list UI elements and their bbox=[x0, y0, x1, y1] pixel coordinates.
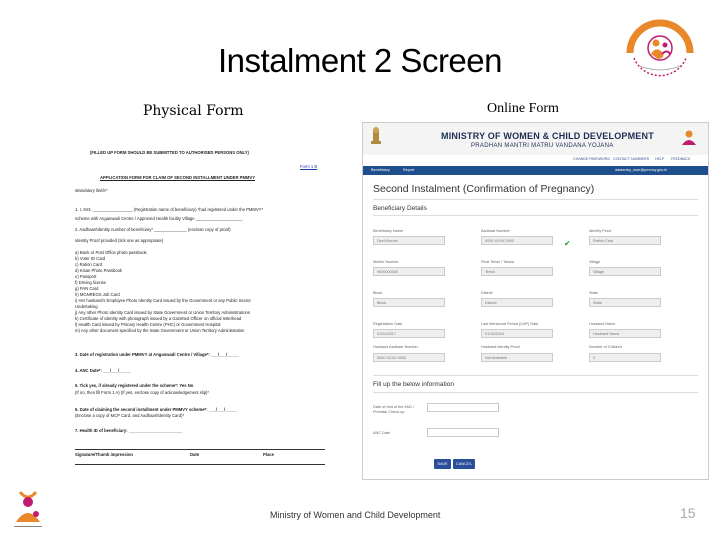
ministry-title: MINISTRY OF WOMEN & CHILD DEVELOPMENT bbox=[441, 131, 654, 141]
form-line: scheme with Anganwadi Centre / Approved Health facility Village ____________________ bbox=[75, 216, 243, 221]
form-notice: (FILLED UP FORM SHOULD BE SUBMITTED TO AUTHORISED PERSONS ONLY) bbox=[90, 150, 249, 155]
form-line: Undertaking bbox=[75, 304, 98, 309]
form-line: 3. Date of registration under PMMVY at Anganwadi Centre / Village*: ___/___/_____ bbox=[75, 352, 239, 357]
divider bbox=[373, 392, 698, 393]
form-line: h) MGNREGS Job Card bbox=[75, 292, 120, 297]
form-line: m) Any other document specified by the State Government or Union Territory Administration bbox=[75, 328, 245, 333]
link-help[interactable]: HELP bbox=[655, 157, 665, 161]
bottom-line bbox=[75, 464, 325, 465]
date-label: Date bbox=[190, 452, 200, 457]
lmp-date-field: 01/12/2016 bbox=[481, 329, 553, 338]
form-line: j) Any other Photo Identity Card issued by State Government or Union Territory Administrations bbox=[75, 310, 250, 315]
scheme-title: PRADHAN MANTRI MATRU VANDANA YOJANA bbox=[471, 143, 614, 149]
field-label: Mobile Number bbox=[373, 260, 399, 264]
user-email[interactable]: dataentry_user@pmmvy.gov.in bbox=[615, 168, 668, 172]
place-label: Place bbox=[263, 452, 274, 457]
anc-visit-label: Date of visit of the ANC / Prenatal Check-up bbox=[373, 405, 415, 414]
divider bbox=[373, 215, 698, 216]
district-field: District bbox=[481, 298, 553, 307]
check-icon: ✔ bbox=[564, 239, 571, 248]
form-line: d) Kisan Photo Passbook bbox=[75, 268, 123, 273]
emblem-icon bbox=[368, 126, 384, 150]
online-form-label: Online Form bbox=[487, 101, 559, 116]
field-label: Beneficiary Name bbox=[373, 229, 403, 233]
form-line: f) Driving license bbox=[75, 280, 106, 285]
form-line: 4. ANC Date*: ___/___/_____ bbox=[75, 368, 131, 373]
form-number: Form 1 B bbox=[300, 164, 318, 169]
physical-form-label: Physical Form bbox=[143, 103, 244, 119]
form-line: 5. Tick yes, if already registered under the scheme*: Yes No bbox=[75, 383, 194, 388]
mobile-field: 9000000000 bbox=[373, 267, 445, 276]
state-field: State bbox=[589, 298, 661, 307]
online-form-screenshot bbox=[362, 122, 709, 480]
block-field: Block bbox=[373, 298, 445, 307]
field-label: Husband Name bbox=[589, 322, 616, 326]
field-label: Number of Children bbox=[589, 345, 622, 349]
field-label: Aadhaar Number bbox=[481, 229, 510, 233]
form-line: b) Voter ID Card bbox=[75, 256, 106, 261]
anc-visit-input[interactable] bbox=[427, 403, 499, 412]
top-links bbox=[363, 155, 708, 165]
page-title: Second Instalment (Confirmation of Pregnancy) bbox=[373, 183, 595, 195]
link-contact-numbers[interactable]: CONTACT NUMBERS bbox=[613, 157, 650, 161]
section-beneficiary-details: Beneficiary Details bbox=[373, 205, 427, 212]
divider bbox=[373, 375, 698, 376]
section-fill-info: Fill up the below information bbox=[373, 381, 454, 388]
tehsil-field: Tehsil bbox=[481, 267, 553, 276]
husband-name-field: Husband Name bbox=[589, 329, 661, 338]
field-label: Husband Aadhaar Number bbox=[373, 345, 418, 349]
children-count-field: 0 bbox=[589, 353, 661, 362]
form-line: a) Bank or Post Office photo passbook bbox=[75, 250, 147, 255]
form-line: i) Her husband's Employee Photo Identity Card issued by the Government or any Public Sector bbox=[75, 298, 251, 303]
aadhaar-field: 0000 XXXX 0000 bbox=[481, 236, 553, 245]
page-number: 15 bbox=[680, 505, 696, 521]
footer-text: Ministry of Women and Child Development bbox=[270, 510, 441, 520]
husband-id-proof-field: Not Available bbox=[481, 353, 553, 362]
form-line: 7. Health ID of beneficiary: _______________________ bbox=[75, 428, 183, 433]
form-line: c) Ration Card bbox=[75, 262, 102, 267]
field-label: Husband Identity Proof bbox=[481, 345, 520, 349]
ministry-logo-icon bbox=[8, 488, 48, 532]
beneficiary-name-field: Devi Kumari bbox=[373, 236, 445, 245]
physical-form-image bbox=[75, 145, 330, 480]
field-label: Identity Proof bbox=[589, 229, 612, 233]
form-line: g) PAN Card bbox=[75, 286, 99, 291]
identity-proof-field: Ration Card bbox=[589, 236, 661, 245]
form-line: 2. Aadhaar/Identity number of beneficiary* ______________ (enclose copy of proof) bbox=[75, 227, 231, 232]
field-label: Final Tehsil / Taluka bbox=[481, 260, 514, 264]
anc-date-input[interactable] bbox=[427, 428, 499, 437]
form-line: Identity Proof provided (tick one as appropriate) bbox=[75, 238, 164, 243]
form-line: l) Health Card issued by Primary Health Centre (PHC) or Government Hospital bbox=[75, 322, 221, 327]
mandatory-note: Mandatory fields* bbox=[75, 188, 108, 193]
link-change-password[interactable]: CHANGE PASSWORD bbox=[573, 157, 611, 161]
cancel-button[interactable]: CANCEL bbox=[453, 459, 475, 469]
form-line: e) Passport bbox=[75, 274, 97, 279]
form-line: (If no, then fill Form 1 A) (If yes, enclose copy of acknowledgement slip)* bbox=[75, 390, 210, 395]
link-feedback[interactable]: FEEDBACK bbox=[671, 157, 691, 161]
pmmvy-scheme-logo-icon bbox=[620, 8, 700, 78]
form-line: (Enclose a copy of MCP Card, and Aadhaar/Identity Card)* bbox=[75, 413, 185, 418]
village-field: Village bbox=[589, 267, 661, 276]
field-label: Village bbox=[589, 260, 601, 264]
field-label: Block bbox=[373, 291, 383, 295]
nav-bar bbox=[363, 166, 708, 175]
field-label: State bbox=[589, 291, 598, 295]
anc-date-label: ANC Date bbox=[373, 431, 391, 435]
portal-header bbox=[363, 123, 708, 155]
signature-label: Signature/Thumb impression bbox=[75, 452, 133, 457]
registration-date-field: 01/01/2017 bbox=[373, 329, 445, 338]
field-label: Registration Date bbox=[373, 322, 403, 326]
field-label: Last Menstrual Period (LMP) Date bbox=[481, 322, 539, 326]
field-label: District bbox=[481, 291, 493, 295]
form-line: 6. Date of claiming the second installment under PMMVY scheme*: ___/___/_____ bbox=[75, 407, 237, 412]
nav-report[interactable]: Report bbox=[403, 168, 415, 172]
form-line: 1. I, Smt. _________________ (Registration name of beneficiary) *had registered under the PMMVY* bbox=[75, 207, 264, 212]
divider bbox=[373, 199, 698, 200]
scheme-logo-icon bbox=[678, 127, 700, 149]
nav-beneficiary[interactable]: Beneficiary bbox=[371, 168, 390, 172]
signature-line bbox=[75, 449, 325, 450]
slide-title: Instalment 2 Screen bbox=[218, 42, 502, 79]
form-heading: APPLICATION FORM FOR CLAIM OF SECOND INSTALLMENT UNDER PMMVY bbox=[100, 175, 256, 180]
form-line: k) Certificate of Identity with photograph issued by a Gazetted Officer on official letterhead bbox=[75, 316, 242, 321]
husband-aadhaar-field: 0000 XXXX 0000 bbox=[373, 353, 445, 362]
save-button[interactable]: SAVE bbox=[434, 459, 451, 469]
